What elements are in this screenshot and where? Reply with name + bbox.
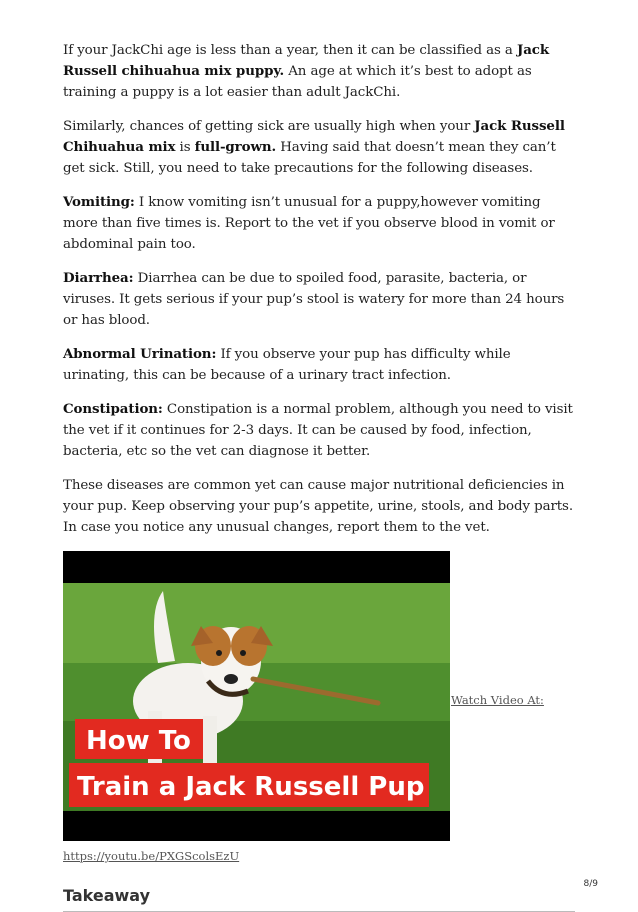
text-run: Constipation is a normal problem, although you need to visit the vet if it continues for 2-3 days. It can be caused by food, infection, bacteria, etc so the vet can diagnose it better.: [63, 402, 573, 459]
paragraph-p6: [63, 399, 575, 462]
text-run: These diseases are common yet can cause major nutritional deficiencies in your pup. Keep observing your pup’s appetite, urine, stools, and body parts. In case you notice any unusual changes, report them to the vet.: [63, 478, 573, 535]
page-number: 8/9: [583, 879, 598, 889]
bold-text: Jack Russell chihuahua mix puppy.: [63, 42, 549, 79]
text-run: I know vomiting isn’t unusual for a puppy,however vomiting more than five times is. Report to the vet if you observe blood in vomit or abdominal pain too.: [63, 195, 555, 252]
bold-text: full-grown.: [194, 139, 277, 155]
text-run: If your JackChi age is less than a year, then it can be classified as a: [63, 43, 517, 58]
paragraph-p1: [63, 40, 575, 103]
article-text: [63, 40, 575, 538]
paragraph-p3: [63, 192, 575, 255]
bold-text: Constipation:: [63, 401, 163, 417]
video-embed: [63, 551, 575, 841]
paragraph-p4: [63, 268, 575, 331]
paragraph-p2: [63, 116, 575, 179]
bold-text: Diarrhea:: [63, 270, 134, 286]
text-run: Having said that doesn’t mean they can’t get sick. Still, you need to take precautions for the following diseases.: [63, 140, 556, 176]
section-heading: Takeaway: [63, 886, 575, 912]
video-thumbnail[interactable]: [63, 551, 450, 841]
bold-text: Abnormal Urination:: [63, 346, 217, 362]
thumb-title-line2: Train a Jack Russell Pup: [77, 772, 425, 802]
text-run: An age at which it’s best to adopt as training a puppy is a lot easier than adult JackChi.: [63, 64, 532, 100]
youtube-url-link[interactable]: https://youtu.be/PXGScolsEzU: [63, 849, 240, 863]
paragraph-p7: [63, 475, 575, 538]
document-body: [63, 40, 575, 912]
dog-thumbnail-image: [63, 551, 450, 841]
watch-video-link[interactable]: Watch Video At:: [451, 693, 544, 707]
text-run: is: [175, 140, 195, 155]
bold-text: Jack Russell Chihuahua mix: [63, 118, 565, 155]
paragraph-p5: [63, 344, 575, 386]
thumb-title-line1: How To: [86, 726, 191, 756]
bold-text: Vomiting:: [63, 194, 135, 210]
text-run: Diarrhea can be due to spoiled food, parasite, bacteria, or viruses. It gets serious if your pup’s stool is watery for more than 24 hours or has blood.: [63, 271, 565, 328]
text-run: If you observe your pup has difficulty while urinating, this can be because of a urinary tract infection.: [63, 347, 511, 383]
text-run: Similarly, chances of getting sick are usually high when your: [63, 119, 475, 134]
